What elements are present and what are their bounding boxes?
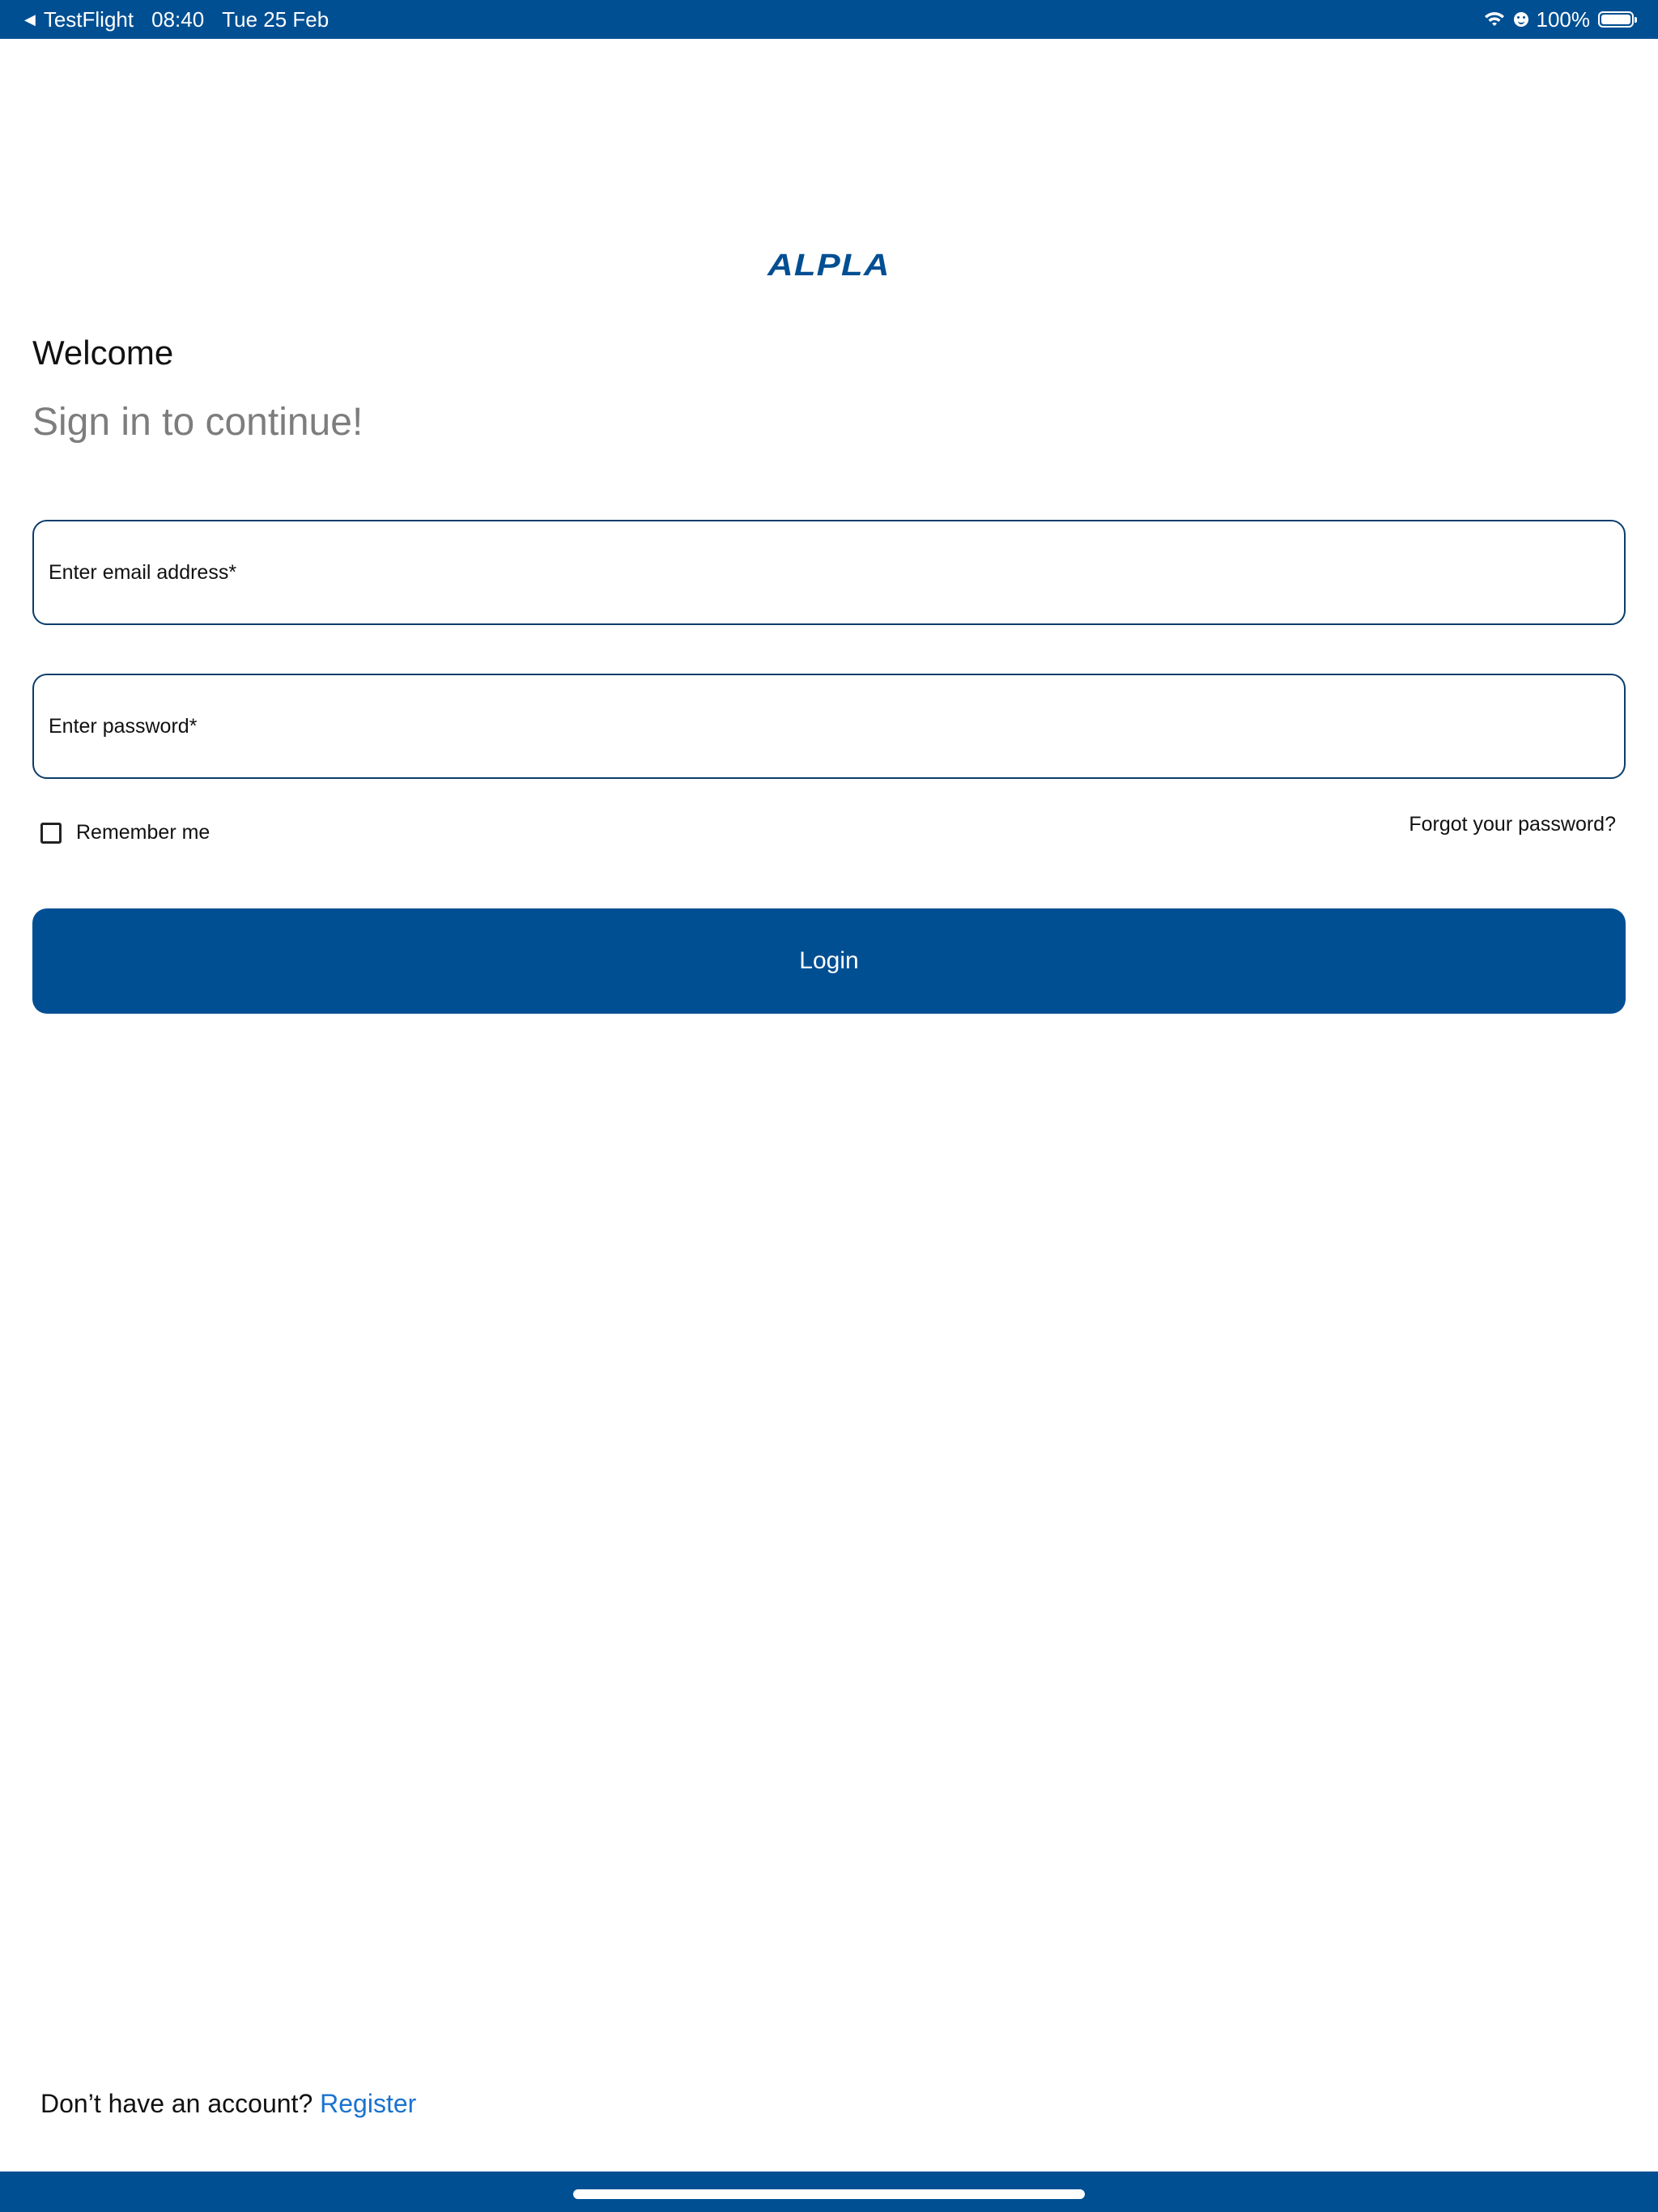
login-button[interactable] [32, 908, 1626, 1014]
login-button-label: Login [799, 947, 859, 974]
wifi-icon [1483, 11, 1506, 28]
password-field-container [32, 674, 1626, 779]
status-right [1483, 0, 1635, 39]
alpla-logo [769, 249, 889, 282]
remember-me-label[interactable]: Remember me [76, 821, 210, 844]
status-date: Tue 25 Feb [222, 6, 329, 32]
status-time: 08:40 [151, 6, 205, 32]
back-arrow-icon[interactable]: ◀ [24, 11, 36, 28]
remember-me-row[interactable] [40, 821, 210, 844]
email-field-container [32, 520, 1626, 625]
remember-me-checkbox[interactable] [40, 823, 62, 844]
logo-text: ALPLA [767, 248, 891, 283]
register-link[interactable]: Register [320, 2089, 417, 2118]
register-prompt: Don’t have an account? [40, 2089, 313, 2118]
register-row [40, 2089, 416, 2119]
status-left [24, 0, 329, 39]
bottom-bar [0, 2172, 1658, 2212]
status-bar [0, 0, 1658, 39]
forgot-password-link[interactable]: Forgot your password? [1409, 813, 1616, 836]
focus-face-icon [1514, 12, 1528, 27]
back-to-app-link[interactable]: TestFlight [43, 6, 134, 32]
battery-icon [1598, 11, 1634, 28]
battery-fill [1601, 15, 1630, 24]
home-indicator[interactable] [573, 2189, 1085, 2199]
welcome-heading: Welcome [32, 334, 174, 372]
battery-percent: 100% [1536, 6, 1590, 32]
email-input[interactable] [49, 521, 1603, 623]
sign-in-subtitle: Sign in to continue! [32, 401, 363, 444]
password-input[interactable] [49, 675, 1603, 777]
